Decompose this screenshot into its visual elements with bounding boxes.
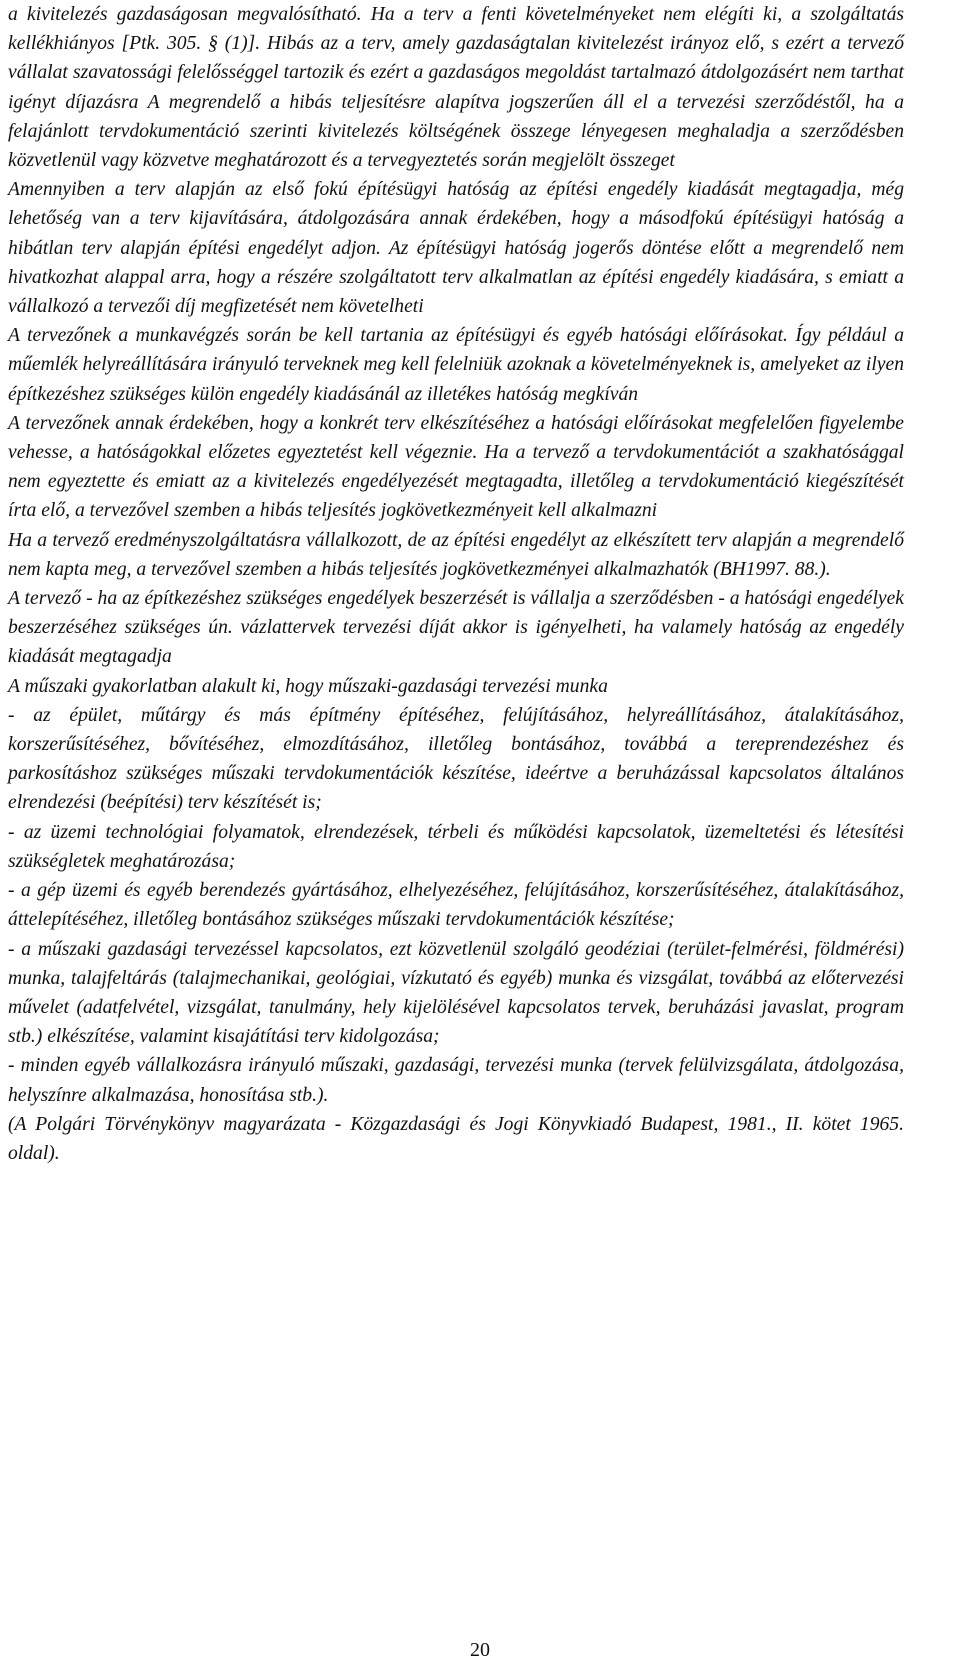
paragraph-sketch-plan-fee: A tervező - ha az építkezéshez szükséges engedélyek beszerzését is vállalja a szerződésben - a hatósági engedélyek beszerzéséhez szükséges ún. vázlattervek tervezési díját akkor is igényelheti, ha valamely hatóság az engedély kiadását megtagadja bbox=[8, 588, 904, 668]
list-item-machine-equipment: - a gép üzemi és egyéb berendezés gyártásához, elhelyezéséhez, felújításához, korszerűsítéséhez, átalakításához, áttelepítéséhez, illetőleg bontásához szükséges műszaki tervdokumentációk készítése; bbox=[8, 880, 904, 931]
list-item-geodetic-work: - a műszaki gazdasági tervezéssel kapcsolatos, ezt közvetlenül szolgáló geodéziai (terület-felmérési, földmérési) munka, talajfeltárás (talajmechanikai, geológiai, vízkutató és egyéb) munka és vizsgálat, továbbá az előtervezési művelet (adatfelvétel, vizsgálat, tanulmány, hely kijelölésével kapcsolatos tervek, beruházási javaslat, program stb.) elkészítése, valamint kisajátítási terv kidolgozása; bbox=[8, 938, 904, 1048]
paragraph-prior-consultation: A tervezőnek annak érdekében, hogy a konkrét terv elkészítéséhez a hatósági előírásokat megfelelően figyelembe vehesse, a hatóságokkal előzetes egyeztetést kell végeznie. Ha a tervező a tervdokumentációt a szakhatósággal nem egyeztette és emiatt az a kivitelezés engedélyezését megtagadta, illetőleg a tervdokumentáció kiegészítését írta elő, a tervezővel szemben a hibás teljesítés jogkövetkezményeit kell alkalmazni bbox=[8, 412, 904, 522]
document-body bbox=[8, 0, 904, 1168]
page-number: 20 bbox=[470, 1639, 490, 1661]
paragraph-building-permit-refusal: Amennyiben a terv alapján az első fokú építésügyi hatóság az építési engedély kiadását megtagadja, még lehetőség van a terv kijavítására, átdolgozására annak érdekében, hogy a másodfokú építésügyi hatóság a hibátlan terv alapján építési engedélyt adjon. Az építésügyi hatóság jogerős döntése előtt a megrendelő nem hivatkozhat alappal arra, hogy a részére szolgáltatott terv alkalmatlan az építési engedély kiadására, s emiatt a vállalkozó a tervezői díj megfizetését nem követelheti bbox=[8, 179, 904, 318]
list-item-building-documentation: - az épület, műtárgy és más építmény építéséhez, felújításához, helyreállításához, átalakításához, korszerűsítéséhez, bővítéséhez, elmozdításához, illetőleg bontásához, továbbá a tereprendezéshez és parkosításhoz szükséges műszaki tervdokumentációk készítése, ideértve a beruházással kapcsolatos általános elrendezési (beépítési) terv készítését is; bbox=[8, 704, 904, 814]
list-item-operational-technology: - az üzemi technológiai folyamatok, elrendezések, térbeli és működési kapcsolatok, üzemeltetési és létesítési szükségletek meghatározása; bbox=[8, 821, 904, 872]
paragraph-technical-practice-intro: A műszaki gyakorlatban alakult ki, hogy műszaki-gazdasági tervezési munka bbox=[8, 675, 608, 697]
citation-civil-code-commentary: (A Polgári Törvénykönyv magyarázata - Közgazdasági és Jogi Könyvkiadó Budapest, 1981., II. kötet 1965. oldal). bbox=[8, 1113, 904, 1164]
paragraph-authority-regulations: A tervezőnek a munkavégzés során be kell tartania az építésügyi és egyéb hatósági előírásokat. Így például a műemlék helyreállítására irányuló terveknek meg kell felelniük azoknak a követelményeknek is, amelyeket az ilyen építkezéshez szükséges külön engedély kiadásánál az illetékes hatóság megkíván bbox=[8, 325, 904, 405]
paragraph-design-defects: a kivitelezés gazdaságosan megvalósítható. Ha a terv a fenti követelményeket nem elégíti ki, a szolgáltatás kellékhiányos [Ptk. 305. § (1)]. Hibás az a terv, amely gazdaságtalan kivitelezést irányoz elő, s ezért a tervező vállalat szavatossági felelősséggel tartozik és ezért a gazdaságos megoldást tartalmazó átdolgozásért nem tarthat igényt díjazásra A megrendelő a hibás teljesítésre alapítva jogszerűen áll el a tervezési szerződéstől, ha a felajánlott tervdokumentáció szerinti kivitelezés költségének összege lényegesen meghaladja a szerződésben közvetlenül vagy közvetve meghatározott és a tervegyeztetés során megjelölt összeget bbox=[8, 4, 904, 172]
paragraph-result-obligation: Ha a tervező eredményszolgáltatásra vállalkozott, de az építési engedélyt az elkészített terv alapján a megrendelő nem kapta meg, a tervezővel szemben a hibás teljesítés jogkövetkezményei alkalmazhatók (BH1997. 88.). bbox=[8, 529, 904, 580]
list-item-other-design-work: - minden egyéb vállalkozásra irányuló műszaki, gazdasági, tervezési munka (tervek felülvizsgálata, átdolgozása, helyszínre alkalmazása, honosítása stb.). bbox=[8, 1055, 904, 1106]
